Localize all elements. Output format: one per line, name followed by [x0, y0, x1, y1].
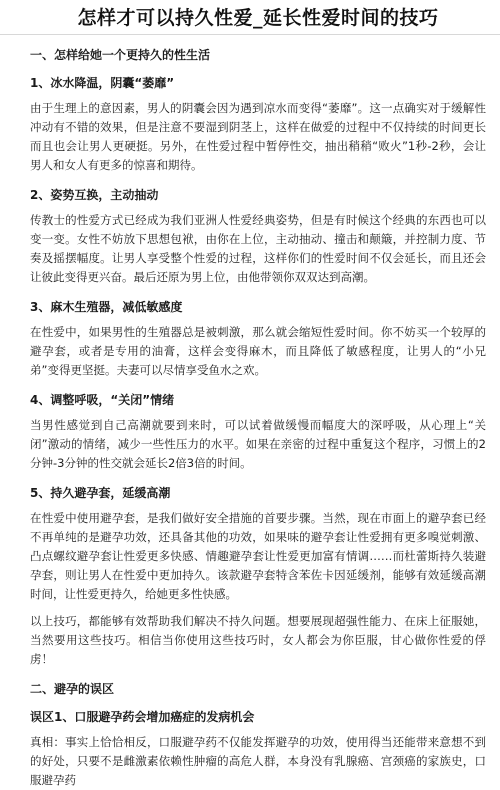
subheading-3: 3、麻木生殖器，减低敏感度: [30, 300, 183, 314]
myth-heading-1: 误区1、口服避孕药会增加癌症的发病机会: [30, 710, 255, 724]
subheading-5: 5、持久避孕套，延缓高潮: [30, 486, 171, 500]
closing-paragraph: 以上技巧，都能够有效帮助我们解决不持久问题。想要展现超强性能力、在床上征服她，当然要用这些技巧。相信当你使用这些技巧时，女人都会为你臣服，甘心做你性爱的俘虏！: [30, 614, 486, 666]
title-divider: [0, 34, 500, 35]
subheading-1: 1、冰水降温，阴囊“萎靡”: [30, 76, 175, 90]
article-title: 怎样才可以持久性爱_延长性爱时间的技巧: [77, 7, 439, 29]
section-heading-2: 二、避孕的误区: [30, 682, 115, 696]
subheading-4: 4、调整呼吸，“关闭”情绪: [30, 393, 175, 407]
paragraph-4: 当男性感觉到自己高潮就要到来时，可以试着做缓慢而幅度大的深呼吸，从心理上“关闭”激动的情绪，减少一些性压力的水平。如果在亲密的过程中重复这个程序，习惯上的2分钟-3分钟的性交就会延长2倍3倍的时间。: [30, 418, 486, 470]
paragraph-1: 由于生理上的意因素，男人的阴囊会因为遇到凉水而变得“萎靡”。这一点确实对于缓解性冲动有不错的效果，但是注意不要湿到阴茎上，这样在做爱的过程中不仅持续的时间更长而且也会让男人更硬挺。另外，在性爱过程中暂停性交，抽出稍稍“败火”1秒-2秒，会让男人和女人有更多的惊喜和期待。: [30, 101, 486, 172]
paragraph-3: 在性爱中，如果男性的生殖器总是被刺激，那么就会缩短性爱时间。你不妨买一个较厚的避孕套，或者是专用的油膏，这样会变得麻木，而且降低了敏感程度，让男人的“小兄弟”变得更坚挺。夫妻可以尽情享受鱼水之欢。: [30, 325, 486, 377]
myth-paragraph-1: 真相：事实上恰恰相反，口服避孕药不仅能发挥避孕的功效，使用得当还能带来意想不到的好处，只要不是雌激素依赖性肿瘤的高危人群，本身没有乳腺癌、宫颈癌的家族史，口服避孕药: [30, 735, 486, 787]
section-heading-1: 一、怎样给她一个更持久的性生活: [30, 48, 211, 62]
paragraph-5: 在性爱中使用避孕套，是我们做好安全措施的首要步骤。当然，现在市面上的避孕套已经不再单纯的是避孕功效，还具备其他的功效，如果味的避孕套让性爱拥有更多嗅觉刺激、凸点螺纹避孕套让性爱更多快感、情趣避孕套让性爱更加富有情调……而杜蕾斯持久装避孕套，则让男人在性爱中更加持久。该款避孕套特含苯佐卡因延缓剂，能够有效延缓高潮时间，让性爱更持久，给她更多性快感。: [30, 511, 486, 601]
subheading-2: 2、姿势互换，主动抽动: [30, 188, 159, 202]
paragraph-2: 传教士的性爱方式已经成为我们亚洲人性爱经典姿势，但是有时候这个经典的东西也可以变一变。女性不妨放下思想包袱，由你在上位，主动抽动、撞击和颠簸，并控制力度、节奏及摇摆幅度。让男人享受整个性爱的过程，这样你们的性爱时间不仅会延长，而且还会让彼此变得更兴奋。最后还原为男上位，由他带领你双双达到高潮。: [30, 213, 486, 284]
